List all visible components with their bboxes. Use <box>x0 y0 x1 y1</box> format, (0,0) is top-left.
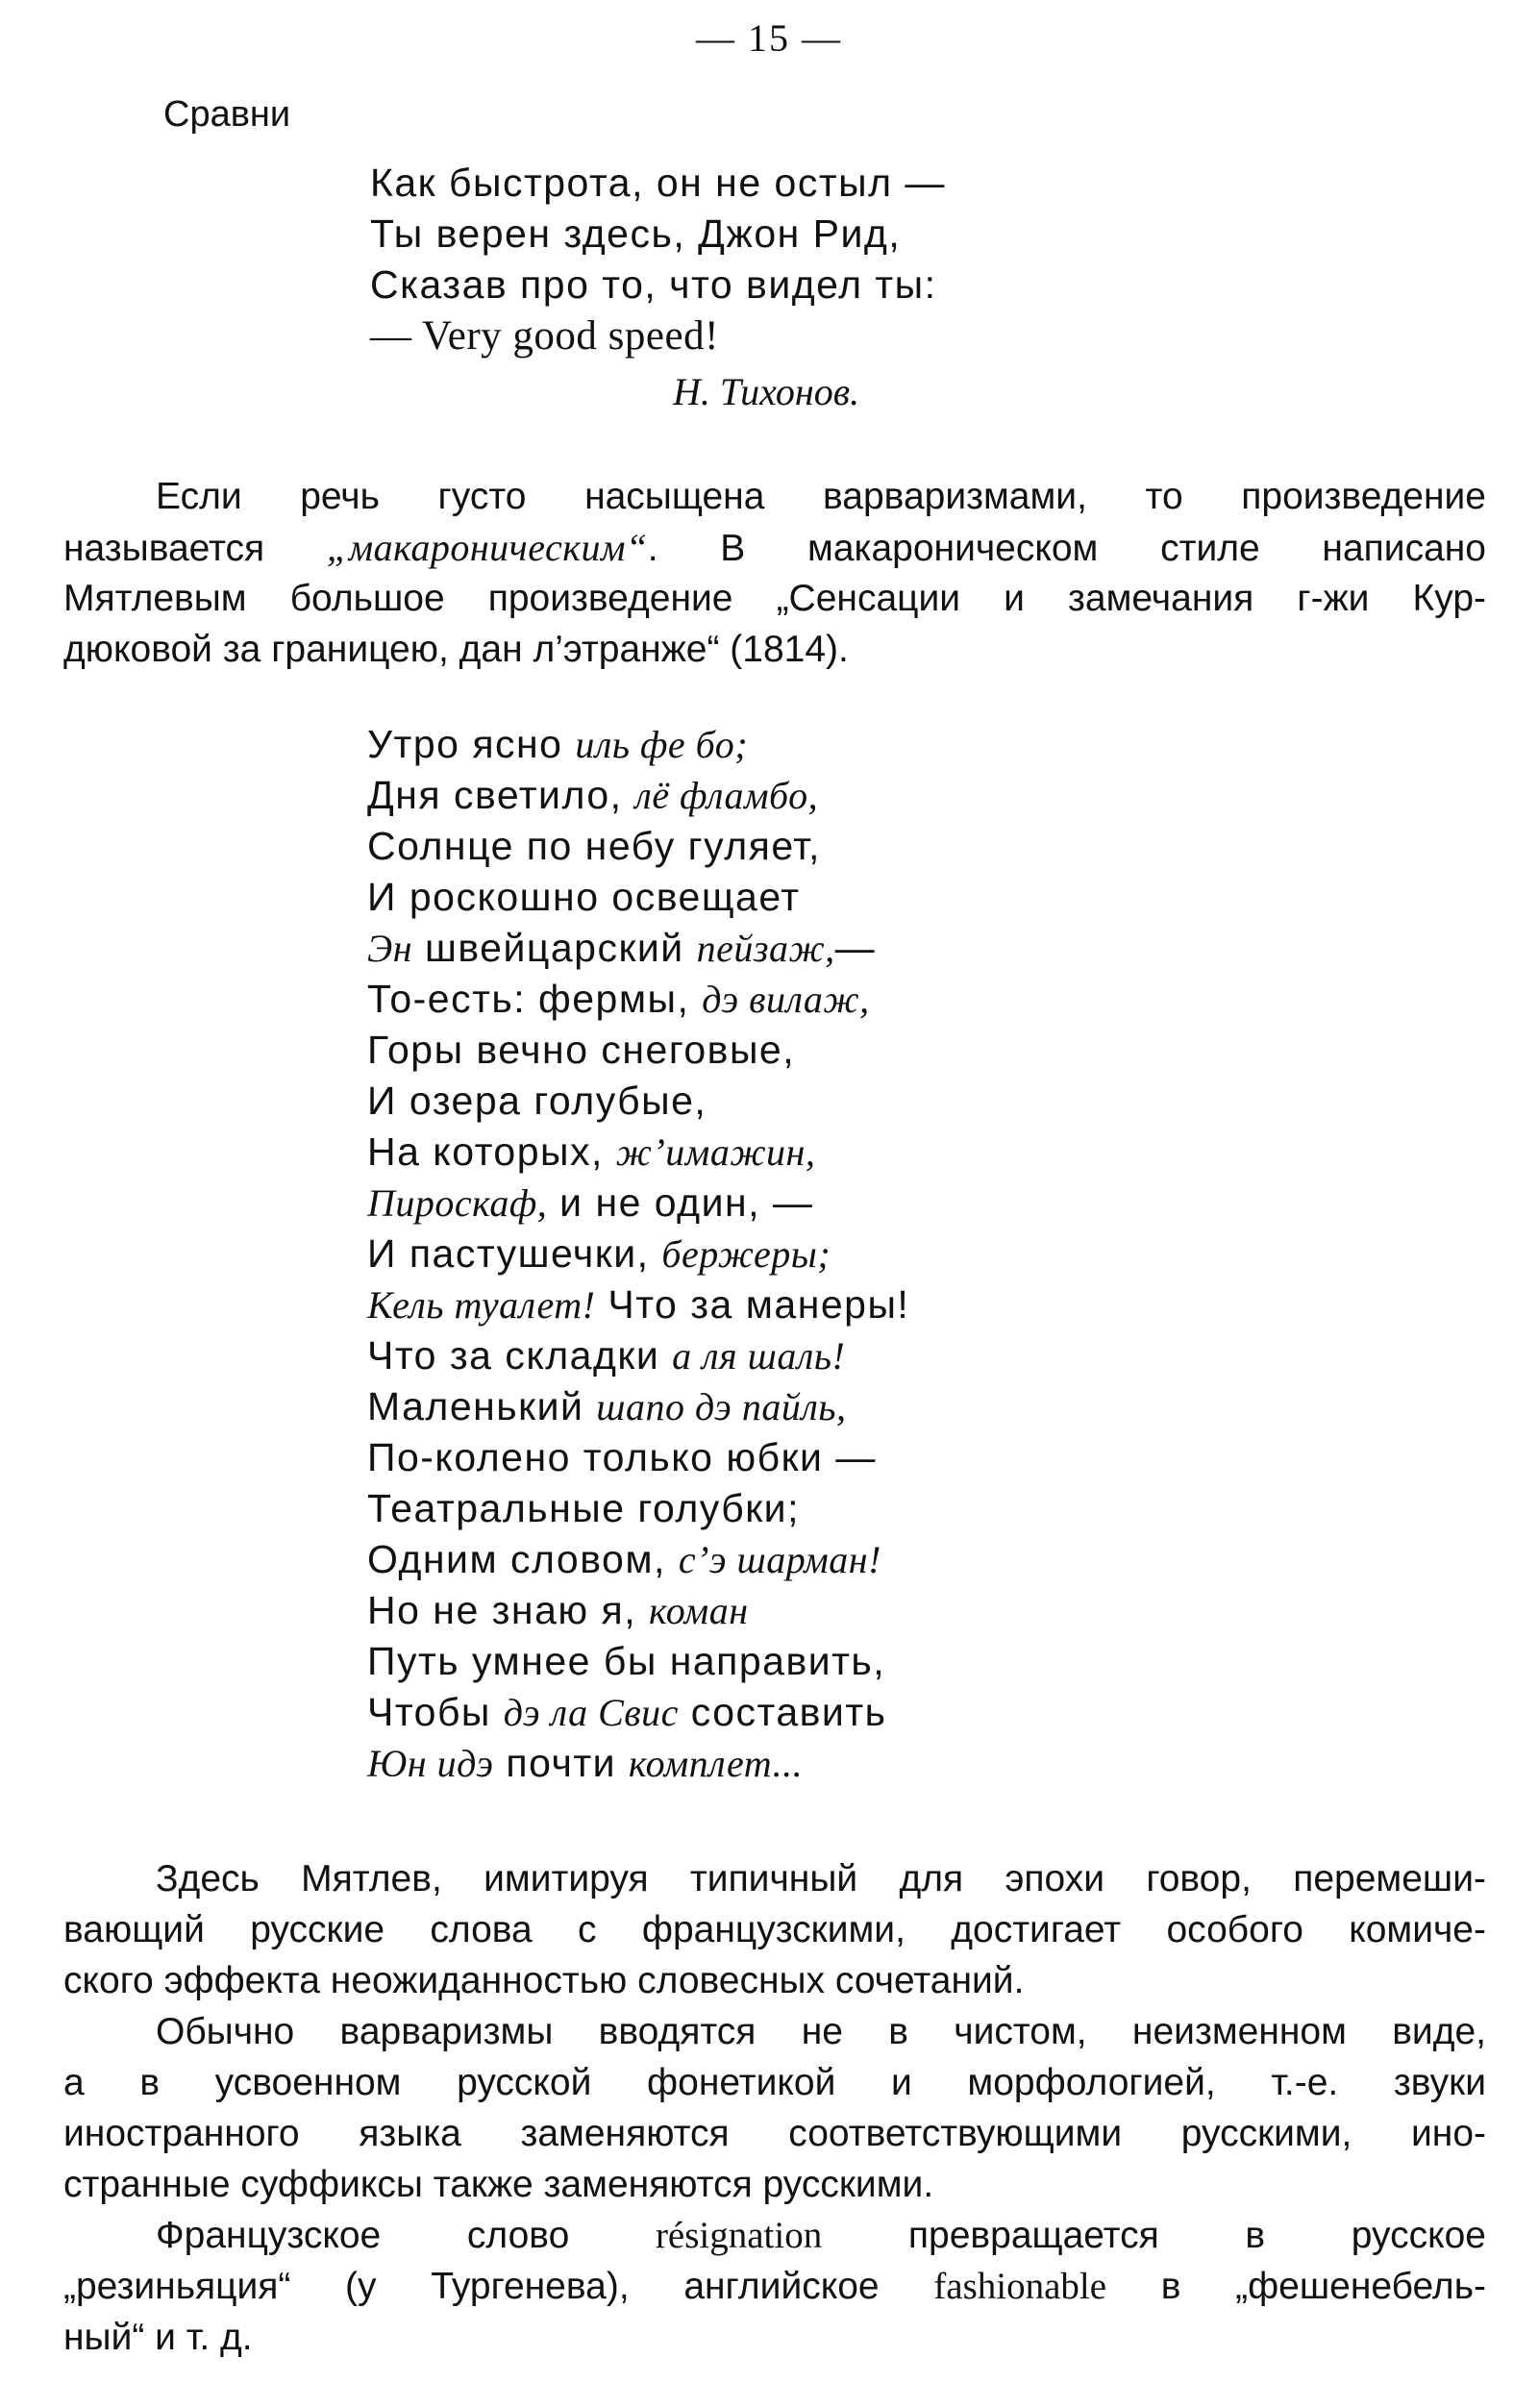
verse-line: Ты верен здесь, Джон Рид, <box>370 211 902 256</box>
text-run: Маленький <box>367 1384 597 1428</box>
italic-phrase: дэ вилаж, <box>702 978 870 1021</box>
paragraph-macaronic <box>63 471 1486 675</box>
italic-phrase: ж’имажин, <box>615 1130 816 1174</box>
text-run: Горы вечно снеговые, <box>367 1028 796 1072</box>
italic-phrase: Юн идэ <box>367 1742 494 1785</box>
paragraph-line: Мятлевым большое произведение „Сенсации и замечания г-жи Кур- <box>63 578 1486 619</box>
verse-line <box>367 1585 909 1636</box>
verse-line <box>367 1178 909 1229</box>
verse-line <box>367 1636 909 1687</box>
italic-phrase: дэ ла Свис <box>503 1691 679 1734</box>
text-run: Утро ясно <box>367 722 576 766</box>
text-run: Одним словом, <box>367 1537 679 1581</box>
italic-phrase: иль фе бо; <box>575 723 749 766</box>
paragraph-line: ный“ и т. д. <box>63 2317 253 2358</box>
paragraph-line <box>63 2210 1486 2261</box>
verse-line <box>367 1432 909 1483</box>
text-run: Солнце по небу гуляет, <box>367 824 821 868</box>
paragraph-line: вающий русские слова с французскими, достигает особого комиче- <box>63 1909 1486 1950</box>
verse-myatlev <box>367 719 909 1789</box>
verse-line <box>367 1330 909 1381</box>
verse-line <box>367 872 909 923</box>
verse-tikhonov <box>370 158 946 361</box>
text-run: швейцарский <box>412 926 697 970</box>
paragraph-line: ского эффекта неожиданностью словесных сочетаний. <box>63 1960 1025 2001</box>
verse-line <box>367 1127 909 1178</box>
italic-term: „макароническим“ <box>326 526 648 569</box>
italic-phrase: с’э шарман! <box>678 1538 881 1581</box>
verse-line <box>367 1025 909 1076</box>
text-run: — <box>834 926 877 970</box>
paragraph-line: а в усвоенном русской фонетикой и морфологией, т.-е. звуки <box>63 2062 1486 2103</box>
verse-line <box>367 1534 909 1585</box>
text-run: Французское слово <box>156 2215 656 2256</box>
verse-line <box>367 1738 909 1789</box>
page-number: — 15 — <box>696 16 842 60</box>
paragraph-line: Если речь густо насыщена варваризмами, то произведение <box>156 476 1486 517</box>
italic-phrase: Кель туалет! <box>367 1283 596 1327</box>
text-run: На которых, <box>367 1130 616 1174</box>
paragraph-line: Здесь Мятлев, имитируя типичный для эпохи говор, перемеши- <box>156 1858 1486 1899</box>
verse-line: Сказав про то, что видел ты: <box>370 262 937 307</box>
verse-line <box>367 974 909 1025</box>
verse-line <box>367 821 909 872</box>
paragraph-line <box>63 522 1486 573</box>
verse-line <box>367 1229 909 1279</box>
verse-line <box>367 1381 909 1432</box>
verse-line <box>367 1279 909 1330</box>
text-run: „резиньяция“ (у Тургенева), английское <box>63 2266 934 2307</box>
italic-phrase: Пироскаф, <box>367 1181 548 1225</box>
text-run: И озера голубые, <box>367 1079 707 1123</box>
text-run: И пастушечки, <box>367 1231 662 1276</box>
text-run: Театральные голубки; <box>367 1486 800 1530</box>
italic-phrase: шапо дэ пайль, <box>596 1385 847 1428</box>
italic-phrase: пейзаж, <box>696 927 835 970</box>
text-run: Дня светило, <box>367 773 635 817</box>
paragraph-line: иностранного языка заменяются соответствующими русскими, ино- <box>63 2113 1486 2154</box>
text-run: превращается в русское <box>822 2215 1486 2256</box>
compare-label: Сравни <box>163 94 291 135</box>
paragraph-line: странные суффиксы также заменяются русскими. <box>63 2164 934 2205</box>
verse-line <box>367 1483 909 1534</box>
text-run: . В макароническом стиле написано <box>647 528 1486 569</box>
italic-phrase: а ля шаль! <box>672 1334 846 1378</box>
paragraph-barbarisms <box>63 1853 1486 2363</box>
text-run: Но не знаю я, <box>367 1588 650 1632</box>
paragraph-line <box>63 2261 1486 2312</box>
text-run: Путь умнее бы направить, <box>367 1639 886 1683</box>
italic-phrase: лё фламбо, <box>634 774 819 817</box>
italic-phrase: коман <box>649 1589 749 1632</box>
paragraph-line: дюковой за границею, дан л’этранже“ (1814). <box>63 629 849 670</box>
verse-author: Н. Тихонов. <box>673 370 860 413</box>
verse-line <box>367 719 909 770</box>
verse-line <box>367 923 909 974</box>
text-run: Чтобы <box>367 1690 504 1734</box>
text-run: По-колено только юбки — <box>367 1435 877 1479</box>
foreign-word: résignation <box>655 2215 823 2256</box>
paragraph-line: Обычно варваризмы вводятся не в чистом, неизменном виде, <box>156 2011 1486 2052</box>
text-run: И роскошно освещает <box>367 875 801 919</box>
verse-line <box>367 770 909 821</box>
text-run: в „фешенебель- <box>1106 2266 1486 2307</box>
verse-line <box>367 1076 909 1127</box>
italic-phrase: Эн <box>367 927 413 970</box>
italic-phrase: бержеры; <box>661 1232 831 1276</box>
text-run: Что за складки <box>367 1333 673 1378</box>
verse-line: — Very good speed! <box>370 313 719 359</box>
text-run: Что за манеры! <box>595 1282 910 1327</box>
text-run: почти <box>493 1741 629 1785</box>
text-run: То-есть: фермы, <box>367 977 703 1021</box>
foreign-word: fashionable <box>933 2266 1107 2307</box>
italic-phrase: комплет... <box>628 1742 804 1785</box>
verse-line: Как быстрота, он не остыл — <box>370 161 946 205</box>
text-run: называется <box>63 528 327 569</box>
verse-line <box>367 1687 909 1738</box>
text-run: составить <box>678 1690 887 1734</box>
text-run: и не один, — <box>547 1180 814 1225</box>
